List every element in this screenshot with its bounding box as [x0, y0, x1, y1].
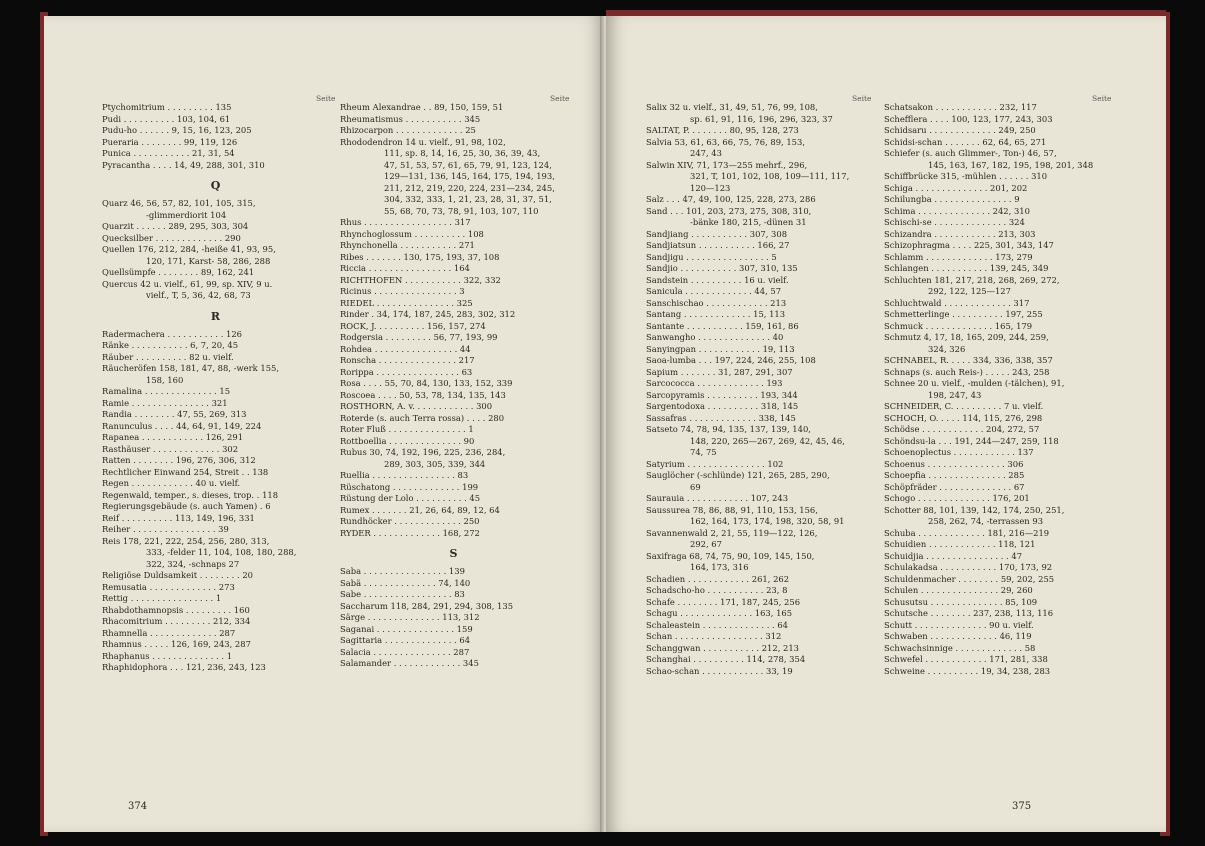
index-entry: Rhynchoglossum . . . . . . . . . . 108	[340, 228, 484, 239]
index-entry-continuation: -glimmerdiorit 104	[146, 209, 227, 220]
index-entry: Reiher . . . . . . . . . . . . . . . . 39	[102, 524, 229, 534]
index-entry: Rhaphanus . . . . . . . . . . . . . . 1	[102, 650, 233, 661]
index-entry: Ribes . . . . . . . 130, 175, 193, 37, 108	[340, 251, 500, 262]
index-entry: Schadscho-ho . . . . . . . . . . . 23, 8	[646, 585, 788, 595]
index-entry: Schuidjia . . . . . . . . . . . . . . . . 47	[884, 550, 1023, 561]
index-entry: Quarz 46, 56, 57, 82, 101, 105, 315,	[102, 198, 256, 208]
index-entry: Schotter 88, 101, 139, 142, 174, 250, 251,	[884, 504, 1065, 515]
index-entry: Saganai . . . . . . . . . . . . . . . 159	[340, 623, 473, 634]
index-entry: Schoenus . . . . . . . . . . . . . . . 306	[884, 458, 1024, 469]
index-entry: RIEDEL . . . . . . . . . . . . . . . 325	[340, 297, 473, 308]
index-entry: RICHTHOFEN . . . . . . . . . . . 322, 332	[340, 274, 501, 285]
index-entry: Sanicula . . . . . . . . . . . . . 44, 57	[646, 286, 782, 296]
index-entry: Ronscha . . . . . . . . . . . . . . . 217	[340, 355, 475, 365]
page-number: 374	[128, 801, 148, 812]
index-entry: Roterde (s. auch Terra rossa) . . . . 280	[340, 412, 505, 423]
seite-header: Seite	[550, 94, 570, 103]
index-entry: Rüschatong . . . . . . . . . . . . . 199	[340, 481, 479, 492]
index-entry-continuation: 247, 43	[690, 148, 722, 158]
index-column	[884, 102, 1111, 677]
index-entry: Schaleastein . . . . . . . . . . . . . . 64	[646, 619, 788, 630]
index-entry: Salamander . . . . . . . . . . . . . 345	[340, 658, 479, 668]
index-entry: Schweine . . . . . . . . . . 19, 34, 238, 283	[884, 665, 1051, 676]
index-entry: Rapanea . . . . . . . . . . . . 126, 291	[102, 432, 244, 442]
index-entry: Ramalina . . . . . . . . . . . . . . 15	[102, 386, 231, 396]
index-entry: Ranunculus . . . . 44, 64, 91, 149, 224	[102, 420, 262, 431]
index-entry: Satyrium . . . . . . . . . . . . . . . 102	[646, 458, 784, 469]
index-entry-continuation: sp. 61, 91, 116, 196, 296, 323, 37	[690, 113, 833, 124]
index-entry: Schiffbrücke 315, -mühlen . . . . . . 310	[884, 171, 1048, 181]
index-entry: Salvia 53, 61, 63, 66, 75, 76, 89, 153,	[646, 136, 805, 147]
index-entry: SCHNABEL, R. . . . . 334, 336, 338, 357	[884, 355, 1053, 365]
index-entry: Rorippa . . . . . . . . . . . . . . . . 63	[340, 366, 473, 377]
index-entry: Schmetterlinge . . . . . . . . . . 197, 255	[884, 309, 1043, 319]
index-entry: Ränke . . . . . . . . . . . 6, 7, 20, 45	[102, 340, 239, 350]
index-entry: RYDER . . . . . . . . . . . . . 168, 272	[340, 527, 480, 538]
index-entry: Schoepfia . . . . . . . . . . . . . . . 285	[884, 470, 1025, 480]
index-entry-continuation: 333, -felder 11, 104, 108, 180, 288,	[146, 547, 297, 557]
index-entry: Ricinus . . . . . . . . . . . . . . . . 3	[340, 286, 465, 296]
index-entry: Sanschischao . . . . . . . . . . . . 213	[646, 297, 787, 308]
index-entry: Rüstung der Lolo . . . . . . . . . . 45	[340, 493, 481, 503]
index-entry: Rottboellia . . . . . . . . . . . . . . 90	[340, 435, 475, 446]
index-entry-continuation: 158, 160	[146, 374, 184, 385]
index-entry: Rodgersia . . . . . . . . . 56, 77, 193, 99	[340, 332, 498, 342]
index-entry: Rasthäuser . . . . . . . . . . . . . 302	[102, 443, 239, 454]
index-entry: Schefflera . . . . 100, 123, 177, 243, 303	[884, 113, 1053, 124]
index-entry: Schima . . . . . . . . . . . . . . 242, 310	[884, 205, 1030, 216]
index-entry: Riccia . . . . . . . . . . . . . . . . 164	[340, 263, 470, 273]
index-entry: Sapium . . . . . . . 31, 287, 291, 307	[646, 366, 793, 377]
index-entry: Rhacomitrium . . . . . . . . . 212, 334	[102, 616, 251, 626]
index-entry: Schafe . . . . . . . . 171, 187, 245, 256	[646, 596, 801, 607]
index-entry: Quellsümpfe . . . . . . . . 89, 162, 241	[102, 267, 255, 277]
index-entry: Räuber . . . . . . . . . . 82 u. vielf.	[102, 351, 234, 362]
index-entry-continuation: 162, 164, 173, 174, 198, 320, 58, 91	[690, 516, 845, 526]
index-entry: Schusutsu . . . . . . . . . . . . . . 85, 109	[884, 596, 1038, 607]
index-entry: Sand . . . 101, 203, 273, 275, 308, 310,	[646, 205, 812, 216]
index-entry: Saussurea 78, 86, 88, 91, 110, 153, 156,	[646, 504, 818, 515]
index-entry-continuation: 324, 326	[928, 343, 966, 354]
section-letter: R	[210, 309, 221, 323]
index-entry: Pyracantha . . . . 14, 49, 288, 301, 310	[102, 159, 265, 170]
index-entry: Schoenoplectus . . . . . . . . . . . . 137	[884, 447, 1034, 457]
index-entry: Schadien . . . . . . . . . . . . 261, 262	[646, 573, 790, 584]
index-entry: Rhynchonella . . . . . . . . . . . 271	[340, 240, 475, 250]
index-entry: Saurauia . . . . . . . . . . . . 107, 243	[646, 493, 789, 503]
index-entry-continuation: 164, 173, 316	[690, 562, 749, 572]
index-entry-continuation: vielf., T, 5, 36, 42, 68, 73	[146, 290, 251, 300]
index-entry: Sabä . . . . . . . . . . . . . . 74, 140	[340, 577, 471, 588]
index-entry-continuation: 129—131, 136, 145, 164, 175, 194, 193,	[384, 171, 555, 181]
index-entry: Ratten . . . . . . . . 196, 276, 306, 312	[102, 455, 256, 465]
index-entry: Randia . . . . . . . . 47, 55, 269, 313	[102, 409, 247, 419]
index-entry: Rundhöcker . . . . . . . . . . . . . 250	[340, 516, 480, 526]
index-entry: Särge . . . . . . . . . . . . . . 113, 312	[340, 612, 480, 622]
index-entry: Sassafras . . . . . . . . . . . . . 338, 145	[646, 412, 796, 423]
seite-header: Seite	[852, 94, 872, 103]
index-entry: Rhabdothamnopsis . . . . . . . . . 160	[102, 604, 250, 615]
index-entry-continuation: 74, 75	[690, 447, 717, 457]
index-entry-continuation: 120, 171, Karst- 58, 286, 288	[146, 255, 271, 266]
index-entry-continuation: 47, 51, 53, 57, 61, 65, 79, 91, 123, 124,	[384, 159, 552, 170]
index-entry: Satseto 74, 78, 94, 135, 137, 139, 140,	[646, 424, 811, 434]
index-entry: Salwin XIV, 71, 173—255 mehrf., 296,	[646, 159, 808, 170]
index-entry-continuation: -bänke 180, 215, -dünen 31	[690, 217, 807, 227]
index-entry: Rubus 30, 74, 192, 196, 225, 236, 284,	[340, 447, 506, 457]
index-entry: Schanghai . . . . . . . . . . 114, 278, 354	[646, 654, 806, 664]
index-entry: Rumex . . . . . . . 21, 26, 64, 89, 12, 64	[340, 504, 500, 515]
index-entry-continuation: 55, 68, 70, 73, 78, 91, 103, 107, 110	[384, 205, 539, 216]
index-entry: Sargentodoxa . . . . . . . . . . 318, 145	[646, 401, 799, 411]
index-entry: Räucheröfen 158, 181, 47, 88, -werk 155,	[102, 363, 280, 373]
index-entry: Schidsaru . . . . . . . . . . . . . 249, 250	[884, 125, 1036, 135]
index-entry: SALTAT, P. . . . . . . . 80, 95, 128, 273	[646, 125, 799, 135]
index-entry: Sanyingpan . . . . . . . . . . . . 19, 113	[646, 343, 795, 354]
index-entry: Sauglöcher (-schlünde) 121, 265, 285, 290,	[646, 470, 830, 480]
index-entry: Rhamnus . . . . . 126, 169, 243, 287	[102, 639, 251, 649]
index-entry: Quellen 176, 212, 284, -heiße 41, 93, 95,	[102, 244, 276, 254]
index-entry: Schmutz 4, 17, 18, 165, 209, 244, 259,	[884, 332, 1049, 342]
left-page	[44, 16, 604, 832]
index-entry: Santang . . . . . . . . . . . . . 15, 113	[646, 309, 786, 319]
index-entry: Reif . . . . . . . . . . 113, 149, 196, 331	[102, 512, 255, 523]
index-entry: Schmuck . . . . . . . . . . . . . 165, 179	[884, 320, 1033, 331]
index-entry: Schan . . . . . . . . . . . . . . . . . 312	[646, 631, 782, 641]
index-entry-continuation: 211, 212, 219, 220, 224, 231—234, 245,	[384, 182, 555, 193]
index-entry: Sarcopyramis . . . . . . . . . . 193, 344	[646, 389, 798, 400]
index-entry: ROSTHORN, A. v. . . . . . . . . . . . 300	[340, 401, 493, 411]
index-entry: Remusatia . . . . . . . . . . . . . 273	[102, 581, 235, 592]
index-entry: Saccharum 118, 284, 291, 294, 308, 135	[340, 600, 514, 611]
index-entry: Schogo . . . . . . . . . . . . . . 176, 201	[884, 493, 1030, 503]
index-entry: Ramie . . . . . . . . . . . . . . . 321	[102, 397, 228, 408]
index-entry-continuation: 304, 332, 333, 1, 21, 23, 28, 31, 37, 51,	[384, 194, 552, 204]
index-entry: Schuba . . . . . . . . . . . . . 181, 216—219	[884, 527, 1050, 538]
index-entry-continuation: 292, 122, 125—127	[928, 286, 1011, 296]
index-entry: Sagittaria . . . . . . . . . . . . . . 64	[340, 635, 471, 645]
index-entry: Quecksilber . . . . . . . . . . . . . 290	[102, 232, 241, 243]
index-column	[102, 102, 329, 674]
index-entry-continuation: 289, 303, 305, 339, 344	[384, 458, 486, 469]
index-entry: Schödse . . . . . . . . . . . . 204, 272, 57	[884, 424, 1040, 434]
index-entry: Ptychomitrium . . . . . . . . . 135	[102, 102, 232, 112]
index-entry: Rhus . . . . . . . . . . . . . . . . . 317	[340, 217, 471, 227]
index-entry: Schidsi-schan . . . . . . . 62, 64, 65, 271	[884, 136, 1047, 147]
index-entry: Schöndsu-la . . . 191, 244—247, 259, 118	[884, 435, 1059, 446]
index-entry: Sabe . . . . . . . . . . . . . . . . . 83	[340, 589, 465, 599]
index-entry-continuation: 198, 247, 43	[928, 389, 982, 400]
index-entry: Rhododendron 14 u. vielf., 91, 98, 102,	[340, 136, 506, 147]
index-entry: Ruellia . . . . . . . . . . . . . . . . 83	[340, 470, 469, 480]
index-entry: Schilungba . . . . . . . . . . . . . . . 9	[884, 194, 1020, 204]
index-entry: Rheumatismus . . . . . . . . . . . 345	[340, 113, 481, 124]
index-column	[646, 102, 873, 677]
index-entry: Rheum Alexandrae . . 89, 150, 159, 51	[340, 102, 504, 112]
index-entry: Schluchten 181, 217, 218, 268, 269, 272,	[884, 274, 1060, 285]
index-entry-continuation: 111, sp. 8, 14, 16, 25, 30, 36, 39, 43,	[384, 148, 541, 158]
index-entry: Regen . . . . . . . . . . . . 40 u. vielf.	[102, 478, 241, 488]
index-entry: Salacia . . . . . . . . . . . . . . . 287	[340, 646, 470, 657]
index-entry: Punica . . . . . . . . . . . 21, 31, 54	[102, 148, 235, 158]
index-entry: Santante . . . . . . . . . . . 159, 161, 86	[646, 320, 799, 331]
index-entry: Sanwangho . . . . . . . . . . . . . . 40	[646, 332, 784, 342]
index-entry: Pudi . . . . . . . . . . 103, 104, 61	[102, 113, 231, 124]
index-entry: Schiefer (s. auch Glimmer-, Ton-) 46, 57,	[884, 148, 1057, 158]
index-entry: Schluchtwald . . . . . . . . . . . . . 317	[884, 297, 1030, 308]
index-entry: Roscoea . . . . 50, 53, 78, 134, 135, 143	[340, 389, 506, 400]
index-entry: Schatsakon . . . . . . . . . . . . 232, 117	[884, 102, 1037, 112]
index-entry: Schutt . . . . . . . . . . . . . . 90 u. vielf.	[884, 619, 1034, 630]
right-page	[606, 16, 1166, 832]
index-entry: Schutsche . . . . . . . . 237, 238, 113, 116	[884, 608, 1054, 618]
index-entry-continuation: 69	[690, 481, 701, 492]
index-entry: Schuidien . . . . . . . . . . . . . 118, 121	[884, 539, 1036, 549]
index-entry: Sandstein . . . . . . . . . . 16 u. vielf.	[646, 274, 789, 285]
index-entry: Savannenwald 2, 21, 55, 119—122, 126,	[646, 527, 818, 538]
index-entry-continuation: 145, 163, 167, 182, 195, 198, 201, 348	[928, 159, 1094, 170]
index-entry-continuation: 120—123	[690, 182, 731, 193]
index-entry: Quarzit . . . . . . 289, 295, 303, 304	[102, 221, 249, 231]
index-entry: Schlamm . . . . . . . . . . . . . 173, 279	[884, 251, 1033, 262]
index-entry: Saxifraga 68, 74, 75, 90, 109, 145, 150,	[646, 550, 815, 561]
index-entry: Schagu . . . . . . . . . . . . . . 163, 165	[646, 608, 793, 618]
index-entry: SCHNEIDER, C. . . . . . . . . . 7 u. vielf.	[884, 401, 1044, 411]
index-entry: Schwachsinnige . . . . . . . . . . . . . 58	[884, 642, 1036, 653]
index-entry: Quercus 42 u. vielf., 61, 99, sp. XIV, 9 u.	[102, 278, 273, 289]
index-entry: Religiöse Duldsamkeit . . . . . . . . 20	[102, 570, 253, 580]
index-entry: SCHOCH, O. . . . . 114, 115, 276, 298	[884, 412, 1043, 423]
index-entry: Radermachera . . . . . . . . . . . 126	[102, 328, 242, 339]
index-entry: Schao-schan . . . . . . . . . . . . 33, 19	[646, 665, 793, 676]
index-entry: Schnaps (s. auch Reis-) . . . . . 243, 258	[884, 366, 1050, 377]
index-entry: Rosa . . . . 55, 70, 84, 130, 133, 152, 339	[340, 378, 513, 388]
index-entry: Schischi-se . . . . . . . . . . . . . . 324	[884, 217, 1025, 227]
index-entry: Schuldenmacher . . . . . . . . 59, 202, 255	[884, 573, 1055, 584]
index-entry: Sandjio . . . . . . . . . . . 307, 310, 135	[646, 263, 798, 273]
index-entry: ROCK, J. . . . . . . . . . 156, 157, 274	[340, 320, 486, 331]
index-entry: Saoa-lumba . . . 197, 224, 246, 255, 108	[646, 355, 816, 365]
index-entry: Sandjiang . . . . . . . . . . . 307, 308	[646, 228, 788, 239]
index-entry-continuation: 148, 220, 265—267, 269, 42, 45, 46,	[690, 435, 845, 446]
index-entry: Reis 178, 221, 222, 254, 256, 280, 313,	[102, 535, 270, 546]
index-entry: Regenwald, temper., s. dieses, trop. . 118	[102, 489, 279, 500]
index-entry: Sandjiatsun . . . . . . . . . . . 166, 27	[646, 240, 790, 250]
index-entry: Schöpfräder . . . . . . . . . . . . . . 67	[884, 481, 1025, 492]
index-entry-continuation: 322, 324, -schnaps 27	[146, 558, 240, 569]
section-letter: S	[449, 547, 458, 560]
index-entry-continuation: 292, 67	[690, 539, 722, 549]
index-entry: Schlangen . . . . . . . . . . . 139, 245, 349	[884, 263, 1049, 273]
index-entry: Roter Fluß . . . . . . . . . . . . . . . 1	[340, 424, 474, 434]
seite-header: Seite	[1092, 94, 1112, 103]
index-entry-continuation: 258, 262, 74, -terrassen 93	[928, 516, 1044, 526]
index-entry: Rechtlicher Einwand 254, Streit . . 138	[102, 466, 269, 477]
index-entry: Schnee 20 u. vielf., -mulden (-tälchen), 91,	[884, 378, 1065, 388]
seite-header: Seite	[316, 94, 336, 103]
index-entry: Schulen . . . . . . . . . . . . . . . 29, 260	[884, 585, 1033, 595]
index-entry: Schizandra . . . . . . . . . . . . 213, 303	[884, 228, 1036, 239]
index-entry: Rhizocarpon . . . . . . . . . . . . . 25	[340, 125, 476, 135]
index-entry-continuation: 321, T, 101, 102, 108, 109—111, 117,	[690, 171, 850, 181]
index-entry: Schulakadsa . . . . . . . . . . . 170, 173, 92	[884, 562, 1053, 572]
index-entry: Rinder . 34, 174, 187, 245, 283, 302, 312	[340, 309, 516, 319]
index-entry: Pueraria . . . . . . . . 99, 119, 126	[102, 136, 238, 147]
index-entry: Sandjigu . . . . . . . . . . . . . . . . 5	[646, 251, 777, 262]
index-entry: Schwaben . . . . . . . . . . . . . 46, 119	[884, 631, 1032, 641]
index-entry: Rohdea . . . . . . . . . . . . . . . . 44	[340, 343, 471, 354]
index-entry: Schiga . . . . . . . . . . . . . . 201, 202	[884, 182, 1028, 193]
index-entry: Pudu-ho . . . . . . 9, 15, 16, 123, 205	[102, 125, 252, 135]
index-entry: Regierungsgebäude (s. auch Yamen) . 6	[102, 501, 271, 511]
index-entry: Rhaphidophora . . . 121, 236, 243, 123	[102, 662, 266, 672]
index-entry: Salz . . . 47, 49, 100, 125, 228, 273, 286	[646, 194, 816, 204]
index-entry: Schwefel . . . . . . . . . . . . 171, 281, 338	[884, 654, 1048, 664]
index-entry: Rhamnella . . . . . . . . . . . . . 287	[102, 627, 236, 638]
index-entry: Schizophragma . . . . 225, 301, 343, 147	[884, 240, 1054, 250]
index-column	[340, 102, 567, 670]
index-entry: Rettig . . . . . . . . . . . . . . . . 1	[102, 593, 222, 603]
section-letter: Q	[210, 179, 221, 192]
page-number: 375	[1012, 801, 1032, 812]
index-entry: Salix 32 u. vielf., 31, 49, 51, 76, 99, 108,	[646, 102, 818, 112]
index-entry: Saba . . . . . . . . . . . . . . . . 139	[340, 566, 465, 576]
index-entry: Schanggwan . . . . . . . . . . . 212, 213	[646, 642, 800, 653]
index-entry: Sarcococca . . . . . . . . . . . . . 193	[646, 378, 783, 388]
